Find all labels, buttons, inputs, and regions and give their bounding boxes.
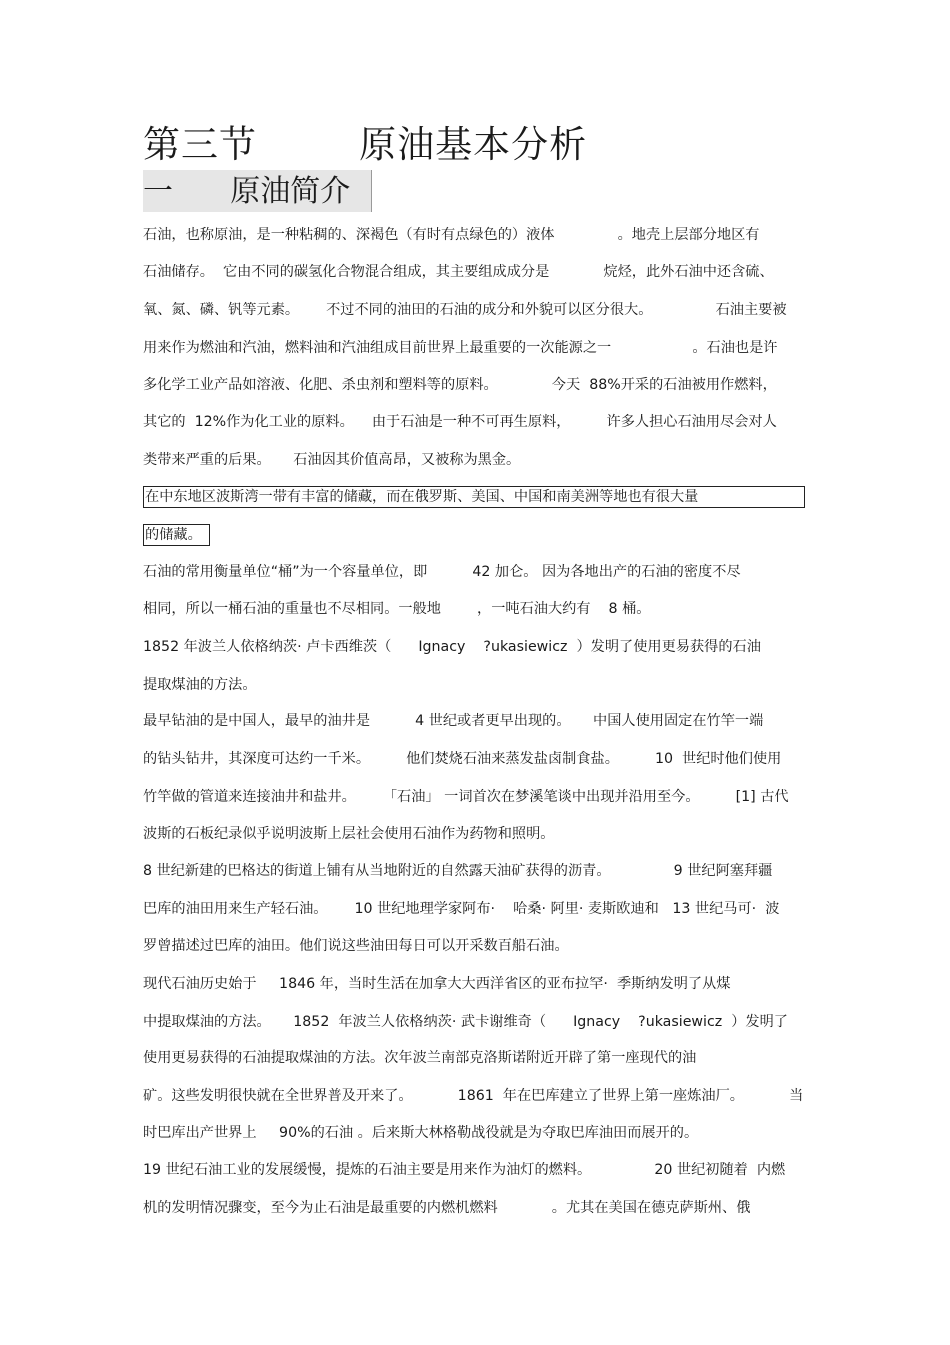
body-line: 相同，所以一桶石油的重量也不尽相同。一般地 ，一吨石油大约有 8 桶。	[143, 601, 651, 617]
body-line: 1852 年波兰人依格纳茨· 卢卡西维茨（ Ignacy ?ukasiewicz ）发明了使用更易获得的石油	[143, 639, 761, 655]
body-line: 矿。这些发明很快就在全世界普及开来了。 1861 年在巴库建立了世界上第一座炼油厂。 当	[143, 1088, 804, 1104]
body-line: 机的发明情况骤变，至今为止石油是最重要的内燃机燃料 。尤其在美国在德克萨斯州、俄	[143, 1200, 751, 1216]
body-line: 罗曾描述过巴库的油田。他们说这些油田每日可以开采数百船石油。	[143, 938, 569, 954]
body-line: 19 世纪石油工业的发展缓慢，提炼的石油主要是用来作为油灯的燃料。 20 世纪初随着 内燃	[143, 1162, 786, 1178]
body-line: 波斯的石板纪录似乎说明波斯上层社会使用石油作为药物和照明。	[143, 826, 555, 842]
body-line: 时巴库出产世界上 90%的石油 。后来斯大林格勒战役就是为夺取巴库油田而展开的。	[143, 1125, 699, 1141]
body-line: 的钻头钻井，其深度可达约一千米。 他们焚烧石油来蒸发盐卤制食盐。 10 世纪时他们使用	[143, 751, 782, 767]
body-line: 石油储存。 它由不同的碳氢化合物混合组成，其主要组成成分是 烷烃，此外石油中还含硫、	[143, 264, 774, 280]
body-line: 8 世纪新建的巴格达的街道上铺有从当地附近的自然露天油矿获得的沥青。 9 世纪阿塞拜疆	[143, 863, 773, 879]
body-line: 竹竿做的管道来连接油井和盐井。 「石油」 一词首次在梦溪笔谈中出现并沿用至今。 [1] 古代	[143, 789, 789, 805]
body-line: 多化学工业产品如溶液、化肥、杀虫剂和塑料等的原料。 今天 88%开采的石油被用作燃料，	[143, 377, 777, 393]
body-line: 石油的常用衡量单位“桶”为一个容量单位，即 42 加仑。 因为各地出产的石油的密度不尽	[143, 564, 741, 580]
body-line: 最早钻油的是中国人，最早的油井是 4 世纪或者更早出现的。 中国人使用固定在竹竿一端	[143, 713, 764, 729]
body-line: 提取煤油的方法。	[143, 677, 257, 693]
body-line: 巴库的油田用来生产轻石油。 10 世纪地理学家阿布· 哈桑· 阿里· 麦斯欧迪和 13 世纪马可· 波	[143, 901, 780, 917]
boxed-line: 的储藏。	[143, 524, 210, 546]
body-line: 中提取煤油的方法。 1852 年波兰人依格纳茨· 武卡谢维奇（ Ignacy ?ukasiewicz ）发明了	[143, 1014, 788, 1030]
body-line: 用来作为燃油和汽油，燃料油和汽油组成目前世界上最重要的一次能源之一 。石油也是许	[143, 340, 778, 356]
body-line: 使用更易获得的石油提取煤油的方法。次年波兰南部克洛斯诺附近开辟了第一座现代的油	[143, 1050, 697, 1066]
section-title: 第三节 原油基本分析	[143, 123, 588, 166]
subsection-heading: 一 原油简介	[143, 170, 372, 212]
body-line: 氧、氮、磷、钒等元素。 不过不同的油田的石油的成分和外貌可以区分很大。 石油主要被	[143, 302, 787, 318]
body-line: 类带来严重的后果。 石油因其价值高昂，又被称为黑金。	[143, 452, 521, 468]
boxed-line: 在中东地区波斯湾一带有丰富的储藏，而在俄罗斯、美国、中国和南美洲等地也有很大量	[143, 486, 805, 508]
body-line: 石油，也称原油，是一种粘稠的、深褐色（有时有点绿色的）液体 。地壳上层部分地区有	[143, 227, 760, 243]
body-line: 其它的 12%作为化工业的原料。 由于石油是一种不可再生原料， 许多人担心石油用尽会对人	[143, 414, 777, 430]
body-line: 现代石油历史始于 1846 年，当时生活在加拿大大西洋省区的亚布拉罕· 季斯纳发明了从煤	[143, 976, 731, 992]
